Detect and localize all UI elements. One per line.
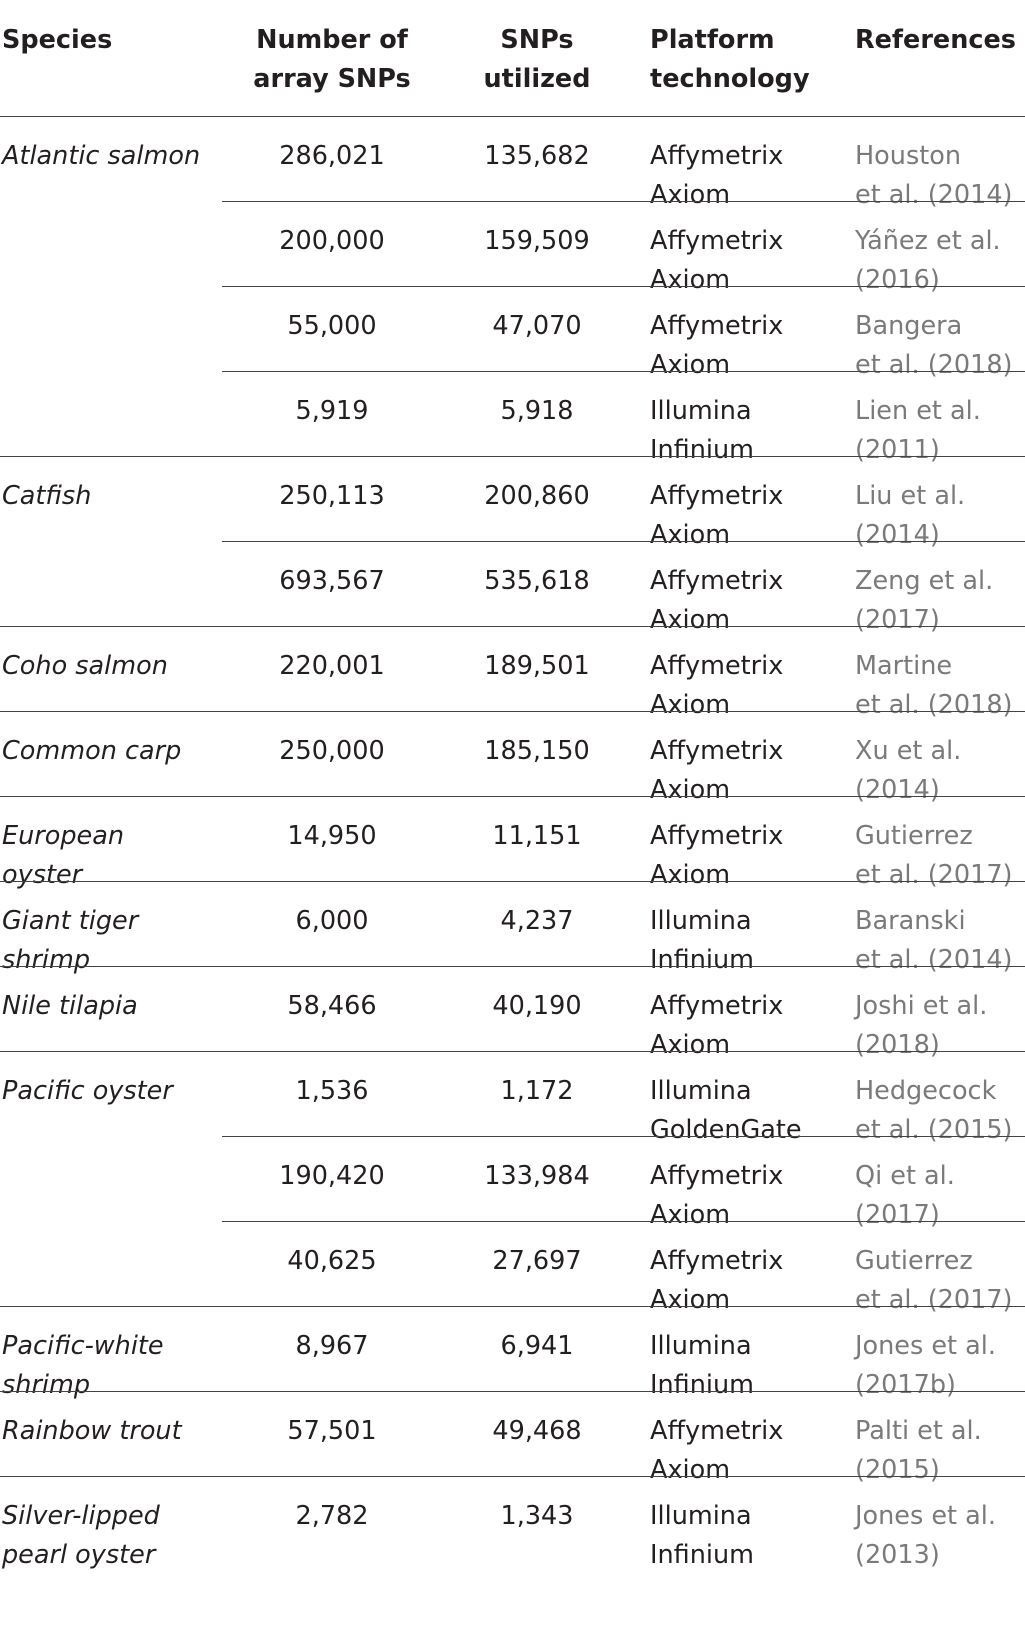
array-snps-value: 6,000	[295, 906, 369, 936]
reference-link-line: Liu et al.	[855, 481, 966, 511]
platform-value	[650, 732, 783, 810]
species-name-line: shrimp	[2, 945, 91, 975]
species-name	[2, 1497, 160, 1575]
reference-link	[855, 307, 1013, 385]
platform-value	[650, 987, 783, 1065]
reference-link-line: (2017)	[855, 1200, 940, 1230]
reference-link	[855, 1242, 1013, 1320]
platform-value	[650, 1242, 783, 1320]
array-snps-value: 693,567	[279, 566, 385, 596]
reference-link-line: Bangera	[855, 311, 963, 341]
array-snps-value: 286,021	[279, 141, 385, 171]
platform-value-line: Affymetrix	[650, 566, 784, 596]
platform-value	[650, 1412, 783, 1490]
group-rule	[0, 626, 1025, 627]
species-name-line: pearl oyster	[2, 1540, 156, 1570]
platform-value	[650, 392, 754, 470]
array-snps-value: 55,000	[287, 311, 377, 341]
array-snps-value: 1,536	[295, 1076, 369, 1106]
reference-link	[855, 1412, 982, 1490]
array-snps-value: 5,919	[295, 396, 369, 426]
reference-link-line: Lien et al.	[855, 396, 981, 426]
header-snps-utilized	[437, 21, 637, 99]
group-rule	[0, 711, 1025, 712]
row-rule	[222, 1136, 1025, 1137]
reference-link-line: Xu et al.	[855, 736, 962, 766]
reference-link-line: Yáñez et al.	[855, 226, 1001, 256]
snps-utilized-value: 6,941	[500, 1331, 574, 1361]
header-platform	[650, 21, 810, 99]
reference-link	[855, 1497, 996, 1575]
species-name-line: shrimp	[2, 1370, 91, 1400]
species-name-line: Atlantic salmon	[2, 141, 201, 171]
reference-link-line: (2016)	[855, 265, 940, 295]
header-array-snps-line: Number of	[256, 25, 408, 55]
reference-link	[855, 1327, 996, 1405]
reference-link-line: et al. (2014)	[855, 180, 1013, 210]
species-name	[2, 477, 91, 516]
header-references	[855, 21, 1016, 60]
platform-value-line: Axiom	[650, 775, 731, 805]
platform-value-line: Infinium	[650, 435, 754, 465]
reference-link-line: (2018)	[855, 1030, 940, 1060]
species-name	[2, 647, 168, 686]
reference-link-line: (2014)	[855, 520, 940, 550]
header-snps-utilized-line: SNPs	[500, 25, 574, 55]
platform-value-line: Affymetrix	[650, 141, 784, 171]
reference-link	[855, 392, 981, 470]
array-snps-value: 58,466	[287, 991, 377, 1021]
array-snps-value: 8,967	[295, 1331, 369, 1361]
reference-link-line: Jones et al.	[855, 1501, 996, 1531]
snps-utilized-value: 1,172	[500, 1076, 574, 1106]
reference-link-line: (2015)	[855, 1455, 940, 1485]
species-name-line: Giant tiger	[2, 906, 139, 936]
row-rule	[222, 201, 1025, 202]
reference-link	[855, 1072, 1013, 1150]
species-name-line: Catfish	[2, 481, 92, 511]
array-snps-value: 250,113	[279, 481, 385, 511]
reference-link-line: (2011)	[855, 435, 940, 465]
platform-value	[650, 1072, 802, 1150]
row-rule	[222, 371, 1025, 372]
species-name	[2, 732, 181, 771]
group-rule	[0, 1391, 1025, 1392]
array-snps-value: 40,625	[287, 1246, 377, 1276]
reference-link-line: (2013)	[855, 1540, 940, 1570]
header-snps-utilized-line: utilized	[483, 64, 591, 94]
species-name-line: oyster	[2, 860, 83, 890]
platform-value-line: Illumina	[650, 1331, 752, 1361]
platform-value	[650, 137, 783, 215]
snps-utilized-value: 135,682	[484, 141, 590, 171]
snps-utilized-value: 133,984	[484, 1161, 590, 1191]
reference-link	[855, 647, 1013, 725]
reference-link-line: (2017)	[855, 605, 940, 635]
platform-value-line: Affymetrix	[650, 1246, 784, 1276]
group-rule	[0, 796, 1025, 797]
header-platform-line: Platform	[650, 25, 775, 55]
reference-link	[855, 817, 1013, 895]
platform-value-line: Axiom	[650, 265, 731, 295]
species-name	[2, 1072, 173, 1111]
platform-value-line: Axiom	[650, 1285, 731, 1315]
row-rule	[222, 541, 1025, 542]
reference-link-line: Gutierrez	[855, 1246, 973, 1276]
group-rule	[0, 881, 1025, 882]
header-array-snps	[222, 21, 442, 99]
array-snps-value: 57,501	[287, 1416, 377, 1446]
reference-link	[855, 222, 1001, 300]
header-species-line: Species	[2, 25, 113, 55]
reference-link	[855, 1157, 955, 1235]
platform-value	[650, 902, 754, 980]
header-species	[2, 21, 112, 60]
platform-value-line: Infinium	[650, 1370, 754, 1400]
array-snps-value: 14,950	[287, 821, 377, 851]
species-name	[2, 902, 138, 980]
species-name-line: European	[2, 821, 125, 851]
snps-utilized-value: 535,618	[484, 566, 590, 596]
header-references-line: References	[855, 25, 1016, 55]
platform-value	[650, 647, 783, 725]
row-rule	[222, 286, 1025, 287]
snps-utilized-value: 40,190	[492, 991, 582, 1021]
reference-link	[855, 732, 961, 810]
reference-link-line: (2017b)	[855, 1370, 956, 1400]
platform-value-line: Axiom	[650, 690, 731, 720]
platform-value-line: Illumina	[650, 1076, 752, 1106]
species-name-line: Nile tilapia	[2, 991, 138, 1021]
platform-value-line: Affymetrix	[650, 481, 784, 511]
platform-value-line: Illumina	[650, 396, 752, 426]
snps-utilized-value: 185,150	[484, 736, 590, 766]
snps-utilized-value: 11,151	[492, 821, 582, 851]
snps-utilized-value: 47,070	[492, 311, 582, 341]
platform-value-line: Affymetrix	[650, 991, 784, 1021]
species-name-line: Silver-lipped	[2, 1501, 160, 1531]
group-rule	[0, 1051, 1025, 1052]
platform-value-line: Affymetrix	[650, 736, 784, 766]
species-name	[2, 987, 138, 1026]
reference-link-line: et al. (2014)	[855, 945, 1013, 975]
reference-link-line: Gutierrez	[855, 821, 973, 851]
species-name	[2, 817, 124, 895]
reference-link-line: Palti et al.	[855, 1416, 982, 1446]
species-name-line: Pacific-white	[2, 1331, 164, 1361]
platform-value-line: Axiom	[650, 605, 731, 635]
species-name	[2, 1412, 182, 1451]
platform-value-line: Axiom	[650, 350, 731, 380]
reference-link-line: Hedgecock	[855, 1076, 997, 1106]
platform-value-line: GoldenGate	[650, 1115, 802, 1145]
reference-link	[855, 562, 993, 640]
platform-value-line: Axiom	[650, 180, 731, 210]
reference-link-line: (2014)	[855, 775, 940, 805]
array-snps-value: 2,782	[295, 1501, 369, 1531]
reference-link-line: Baranski	[855, 906, 966, 936]
species-name-line: Pacific oyster	[2, 1076, 173, 1106]
species-name-line: Coho salmon	[2, 651, 168, 681]
species-name	[2, 137, 200, 176]
group-rule	[0, 456, 1025, 457]
platform-value-line: Axiom	[650, 860, 731, 890]
platform-value-line: Illumina	[650, 906, 752, 936]
snps-utilized-value: 49,468	[492, 1416, 582, 1446]
species-name-line: Common carp	[2, 736, 182, 766]
platform-value-line: Affymetrix	[650, 651, 784, 681]
group-rule	[0, 1306, 1025, 1307]
array-snps-value: 250,000	[279, 736, 385, 766]
group-rule	[0, 966, 1025, 967]
reference-link-line: Zeng et al.	[855, 566, 994, 596]
reference-link-line: et al. (2015)	[855, 1115, 1013, 1145]
array-snps-value: 190,420	[279, 1161, 385, 1191]
platform-value	[650, 562, 783, 640]
platform-value	[650, 1497, 754, 1575]
platform-value	[650, 477, 783, 555]
snps-utilized-value: 1,343	[500, 1501, 574, 1531]
reference-link-line: Martine	[855, 651, 953, 681]
row-rule	[222, 1221, 1025, 1222]
header-array-snps-line: array SNPs	[253, 64, 411, 94]
platform-value-line: Infinium	[650, 1540, 754, 1570]
reference-link-line: et al. (2018)	[855, 350, 1013, 380]
reference-link-line: et al. (2018)	[855, 690, 1013, 720]
platform-value-line: Affymetrix	[650, 821, 784, 851]
group-rule	[0, 1476, 1025, 1477]
array-snps-value: 220,001	[279, 651, 385, 681]
snps-utilized-value: 5,918	[500, 396, 574, 426]
reference-link-line: Jones et al.	[855, 1331, 996, 1361]
platform-value-line: Affymetrix	[650, 311, 784, 341]
platform-value-line: Affymetrix	[650, 226, 784, 256]
platform-value-line: Axiom	[650, 1455, 731, 1485]
snps-utilized-value: 159,509	[484, 226, 590, 256]
platform-value-line: Axiom	[650, 520, 731, 550]
reference-link	[855, 902, 1013, 980]
platform-value-line: Affymetrix	[650, 1416, 784, 1446]
platform-value-line: Axiom	[650, 1200, 731, 1230]
species-name-line: Rainbow trout	[2, 1416, 182, 1446]
reference-link-line: Houston	[855, 141, 961, 171]
platform-value-line: Affymetrix	[650, 1161, 784, 1191]
platform-value-line: Axiom	[650, 1030, 731, 1060]
reference-link	[855, 477, 965, 555]
reference-link	[855, 137, 1013, 215]
reference-link	[855, 987, 987, 1065]
snps-utilized-value: 27,697	[492, 1246, 582, 1276]
snps-utilized-value: 200,860	[484, 481, 590, 511]
platform-value-line: Infinium	[650, 945, 754, 975]
reference-link-line: Qi et al.	[855, 1161, 955, 1191]
platform-value	[650, 222, 783, 300]
snps-utilized-value: 4,237	[500, 906, 574, 936]
reference-link-line: et al. (2017)	[855, 1285, 1013, 1315]
platform-value-line: Illumina	[650, 1501, 752, 1531]
snps-utilized-value: 189,501	[484, 651, 590, 681]
array-snps-value: 200,000	[279, 226, 385, 256]
platform-value	[650, 1327, 754, 1405]
header-rule	[0, 116, 1025, 117]
reference-link-line: Joshi et al.	[855, 991, 988, 1021]
platform-value	[650, 817, 783, 895]
header-platform-line: technology	[650, 64, 810, 94]
platform-value	[650, 1157, 783, 1235]
platform-value	[650, 307, 783, 385]
reference-link-line: et al. (2017)	[855, 860, 1013, 890]
species-name	[2, 1327, 164, 1405]
